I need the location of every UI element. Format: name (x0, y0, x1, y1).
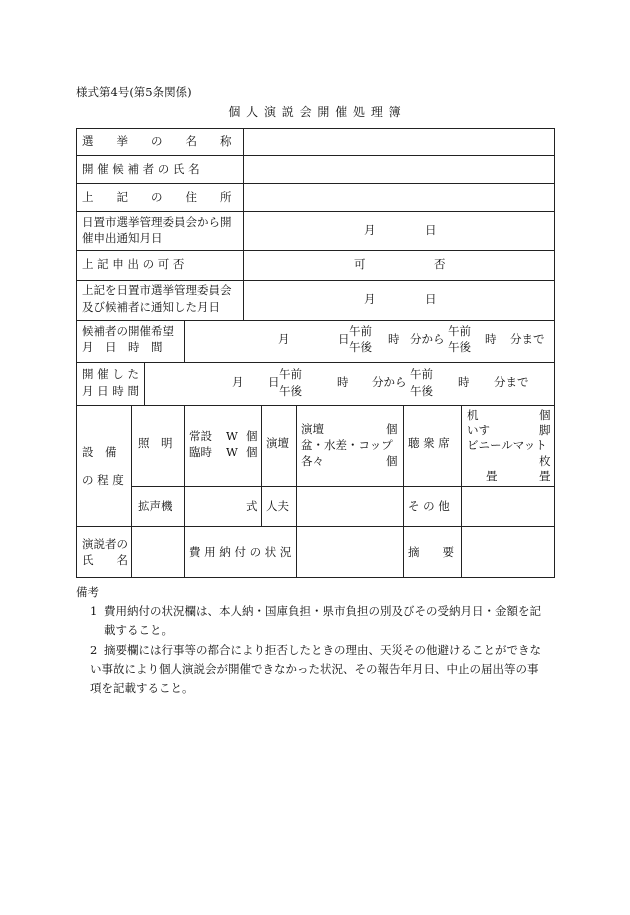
chair-kyaku: 脚 (539, 423, 551, 437)
label-speaker-2: 氏 名 (82, 553, 128, 567)
notice-day: 日 (425, 223, 437, 237)
label-address: 上 記 の 住 所 (82, 190, 232, 204)
desired-end-pm: 午後 (448, 340, 471, 354)
tray-item: 盆・水差・コップ (301, 438, 393, 452)
podium-ko: 個 (386, 422, 398, 436)
tatami-item: 畳 (486, 469, 498, 483)
vinyl-mat-mai: 枚 (539, 454, 551, 468)
speaker-system-shiki: 式 (246, 499, 258, 513)
notify-month: 月 (364, 292, 376, 306)
label-equipment-1: 設 備 (82, 445, 117, 459)
chair-item: いす (467, 423, 490, 437)
label-lighting: 照 明 (138, 436, 173, 450)
held-start-pm: 午後 (279, 384, 302, 398)
podium-item: 演壇 (301, 422, 324, 436)
note-2-line-1: 摘要欄には行事等の都合により拒否したときの理由、天災その他避けることができな (104, 643, 541, 657)
label-desired-1: 候補者の開催希望 (82, 324, 174, 338)
note-1-line-1: 費用納付の状況欄は、本人納・国庫負担・県市負担の別及びその受納月日・金額を記 (104, 604, 541, 618)
held-from: 分から (372, 375, 407, 389)
note-1-number: 1 (90, 604, 98, 618)
label-notify-2: 及び候補者に通知した月日 (82, 300, 220, 314)
deny-option: 否 (434, 257, 446, 271)
held-until: 分まで (494, 375, 529, 389)
label-notice-date-2: 催申出通知月日 (82, 231, 163, 245)
notify-day: 日 (425, 292, 437, 306)
desired-start-am: 午前 (349, 324, 372, 338)
held-end-hour: 時 (458, 375, 470, 389)
desired-end-am: 午前 (448, 324, 471, 338)
label-fee-status: 費 用 納 付 の 状 況 (189, 545, 292, 559)
desired-start-hour: 時 (388, 332, 400, 346)
notice-month: 月 (364, 223, 376, 237)
label-ninpu: 人夫 (266, 499, 289, 513)
label-speaker-1: 演説者の (82, 537, 128, 551)
label-desired-2: 月 日 時 間 (82, 340, 163, 354)
approve-option: 可 (354, 257, 366, 271)
held-start-am: 午前 (279, 367, 302, 381)
held-end-am: 午前 (410, 367, 433, 381)
notes-heading: 備考 (76, 585, 99, 599)
lighting-temporary-watt: W (226, 445, 238, 459)
note-2-line-2: い事故により個人演説会が開催できなかった状況、その報告年月日、中止の届出等の事 (90, 662, 539, 676)
label-notice-date-1: 日置市選挙管理委員会から開 (82, 215, 232, 229)
label-remarks: 摘 要 (408, 545, 454, 559)
label-equipment-2: の 程 度 (82, 473, 124, 487)
note-2-number: 2 (90, 643, 98, 657)
lighting-temporary: 臨時 (189, 445, 212, 459)
label-candidate-name: 開 催 候 補 者 の 氏 名 (82, 162, 200, 176)
note-1-line-2: 載すること。 (104, 623, 173, 637)
form-number: 様式第4号(第5条関係) (76, 85, 192, 99)
page-title: 個 人 演 説 会 開 催 処 理 簿 (228, 105, 402, 119)
desired-end-hour: 時 (485, 332, 497, 346)
held-end-pm: 午後 (410, 384, 433, 398)
label-held-2: 月 日 時 間 (82, 384, 139, 398)
vinyl-mat-item: ビニールマット (467, 438, 547, 452)
label-approval: 上 記 申 出 の 可 否 (82, 257, 185, 271)
label-audience: 聴 衆 席 (408, 436, 450, 450)
lighting-permanent: 常設 (189, 429, 212, 443)
lighting-temporary-ko: 個 (246, 445, 258, 459)
desired-until: 分まで (510, 332, 545, 346)
each-ko: 個 (386, 454, 398, 468)
lighting-permanent-watt: W (226, 429, 238, 443)
label-podium: 演壇 (266, 436, 289, 450)
tatami-jo: 畳 (539, 469, 551, 483)
label-speaker-system: 拡声機 (138, 499, 173, 513)
desired-start-pm: 午後 (349, 340, 372, 354)
note-2-line-3: 項を記載すること。 (90, 681, 194, 695)
lighting-permanent-ko: 個 (246, 429, 258, 443)
desired-from: 分から (410, 332, 445, 346)
desk-ko: 個 (539, 408, 551, 422)
desired-month: 月 (278, 332, 290, 346)
each-item: 各々 (301, 454, 324, 468)
desk-item: 机 (467, 408, 479, 422)
held-start-hour: 時 (337, 375, 349, 389)
label-notify-1: 上記を日置市選挙管理委員会 (82, 283, 232, 297)
label-held-1: 開 催 し た (82, 367, 139, 381)
label-election-name: 選 挙 の 名 称 (82, 134, 232, 148)
desired-day: 日 (338, 332, 350, 346)
held-month: 月 (232, 375, 244, 389)
held-day: 日 (268, 375, 280, 389)
label-other: そ の 他 (408, 499, 450, 513)
